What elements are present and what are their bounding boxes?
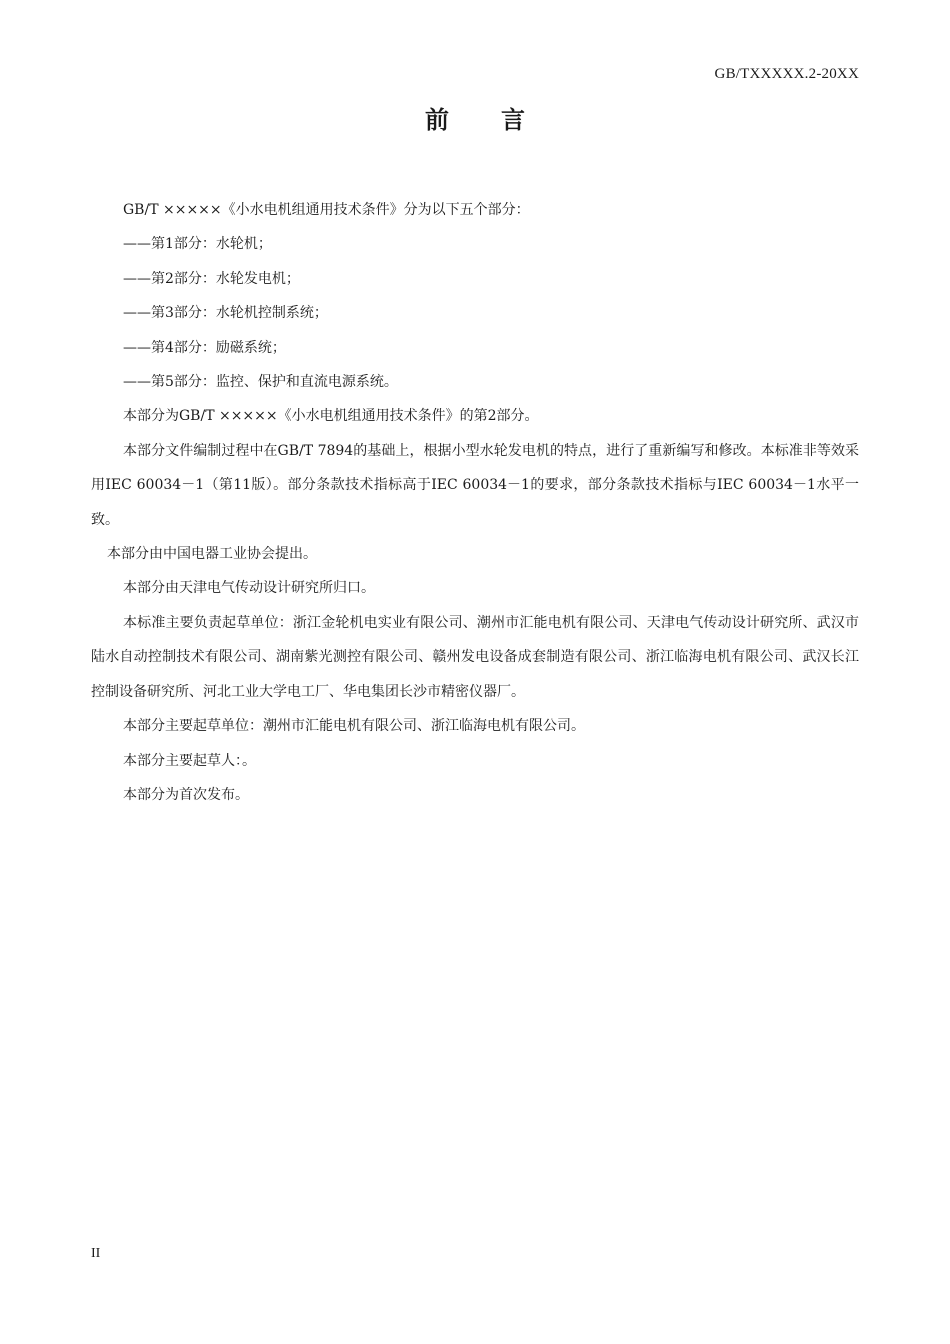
list-item-part-4: ——第4部分：励磁系统； bbox=[123, 339, 286, 356]
foreword-body bbox=[91, 193, 859, 812]
title-char-2: 言 bbox=[501, 106, 525, 134]
paragraph-part-statement: 本部分为GB/T ×××××《小水电机组通用技术条件》的第2部分。 bbox=[123, 408, 539, 425]
list-item-part-2: ——第2部分：水轮发电机； bbox=[123, 270, 300, 287]
paragraph-proposer: 本部分由中国电器工业协会提出。 bbox=[107, 546, 317, 563]
list-item-part-1: ——第1部分：水轮机； bbox=[123, 236, 272, 253]
page-title bbox=[0, 100, 950, 135]
document-id: GB/TXXXXX.2-20XX bbox=[714, 66, 859, 82]
list-item-part-5: ——第5部分：监控、保护和直流电源系统。 bbox=[123, 374, 398, 391]
paragraph-first-release: 本部分为首次发布。 bbox=[123, 786, 249, 803]
paragraph-main-drafting-units: 本部分主要起草单位：潮州市汇能电机有限公司、浙江临海电机有限公司。 bbox=[123, 718, 585, 735]
title-char-1: 前 bbox=[425, 106, 449, 134]
paragraph-drafters: 本部分主要起草人：。 bbox=[123, 752, 256, 769]
paragraph-centralized: 本部分由天津电气传动设计研究所归口。 bbox=[123, 580, 375, 597]
paragraph-intro: GB/T ×××××《小水电机组通用技术条件》分为以下五个部分： bbox=[123, 202, 530, 218]
paragraph-drafting-units: 本标准主要负责起草单位：浙江金轮机电实业有限公司、潮州市汇能电机有限公司、天津电气传动设计研究所、武汉市陆水自动控制技术有限公司、湖南紫光测控有限公司、赣州发电设备成套制造有限公司、浙江临海电机有限公司、武汉长江控制设备研究所、河北工业大学电工厂、华电集团长沙市精密仪器厂。 bbox=[91, 614, 859, 700]
list-item-part-3: ——第3部分：水轮机控制系统； bbox=[123, 305, 328, 322]
paragraph-compilation: 本部分文件编制过程中在GB/T 7894的基础上，根据小型水轮发电机的特点，进行了重新编写和修改。本标准非等效采用IEC 60034－1（第11版）。部分条款技术指标高于IEC 60034－1的要求，部分条款技术指标与IEC 60034－1水平一致。 bbox=[91, 442, 859, 528]
page-number: II bbox=[91, 1246, 101, 1261]
